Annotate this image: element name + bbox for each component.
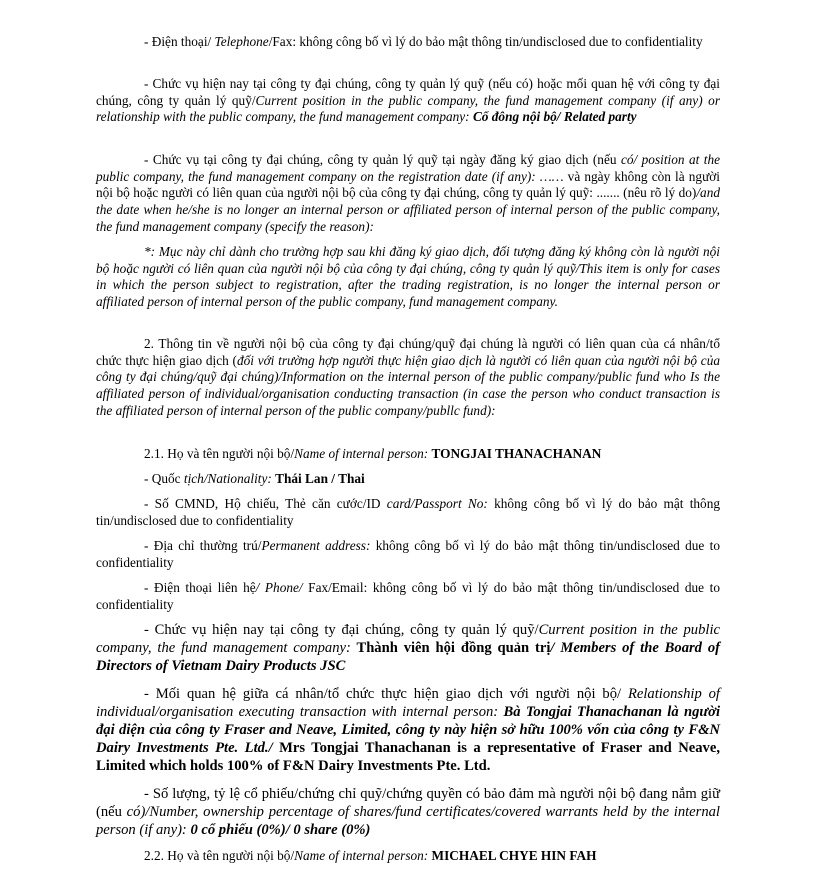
footnote-paragraph: *: Mục này chỉ dành cho trường hợp sau khi đăng ký giao dịch, đối tượng đăng ký không còn là người nội bộ hoặc người có liên quan của người nội bộ của công ty đại chúng, công ty quản lý quỹ/This item is only for cases in which the person subject to registration, after the trading registration, is no longer the internal person or affiliated person of internal person of the public company, fund management company. — [96, 244, 720, 310]
internal-person-name-2-2: 2.2. Họ và tên người nội bộ/Name of internal person: MICHAEL CHYE HIN FAH — [144, 848, 597, 863]
section-2-heading-paragraph: 2. Thông tin về người nội bộ của công ty đại chúng/quỹ đại chúng là người có liên quan của cá nhân/tổ chức thực hiện giao dịch (đối với trường hợp người thực hiện giao dịch là người có liên quan của người nội bộ của công ty đại chúng/quỹ đại chúng)/Information on the internal person of the public company/public fund who Is the affiliated person of individual/organisation conducting transaction (in case the person who conduct transaction is the affiliated person of internal person of the public company/publlc fund): — [96, 336, 721, 418]
id-card-line: - Số CMND, Hộ chiếu, Thẻ căn cước/ID card/Passport No: không công bố vì lý do bảo mật thông tin/undisclosed due to confidentiality — [96, 496, 721, 528]
current-position-internal-person: - Chức vụ hiện nay tại công ty đại chúng, công ty quản lý quỹ/Current position in the public company, the fund management company: Thành viên hội đồng quản trị/ Members of the Board of Directors of Vietnam Dairy Products JSC — [96, 622, 720, 674]
telephone-fax-line: - Điện thoại/ Telephone/Fax: không công bố vì lý do bảo mật thông tin/undisclosed due to confidentiality — [144, 34, 703, 49]
shares-held-paragraph: - Số lượng, tỷ lệ cổ phiếu/chứng chỉ quỹ/chứng quyền có bảo đảm mà người nội bộ đang nắm giữ (nếu có)/Number, ownership percentage of shares/fund certificates/covered warrants held by the internal person (if any): 0 cổ phiếu (0%)/ 0 share (0%) — [96, 786, 720, 838]
internal-person-name-2-1: 2.1. Họ và tên người nội bộ/Name of internal person: TONGJAI THANACHANAN — [144, 446, 602, 461]
position-on-registration-paragraph: - Chức vụ tại công ty đại chúng, công ty quản lý quỹ tại ngày đăng ký giao dịch (nếu có/ position at the public company, the fund management company on the registration date (if any): …… và ngày không còn là người nội bộ hoặc người có liên quan của người nội bộ của công ty đại chúng, công ty quản lý quỹ: ....... (nêu rõ lý do)/and the date when he/she is no longer an internal person or affiliated person of internal person of the public company, the fund management company (specify the reason): — [96, 152, 720, 234]
current-position-paragraph: - Chức vụ hiện nay tại công ty đại chúng, công ty quản lý quỹ (nếu có) hoặc mối quan hệ với công ty đại chúng, công ty quản lý quỹ/Current position in the public company, the fund management company (if any) or relationship with the public company, the fund management company: Cổ đông nội bộ/ Related party — [96, 76, 720, 125]
phone-fax-email-line: - Điện thoại liên hệ/ Phone/ Fax/Email: không công bố vì lý do bảo mật thông tin/undisclosed due to confidentiality — [96, 580, 720, 612]
nationality-line: - Quốc tịch/Nationality: Thái Lan / Thai — [144, 471, 365, 486]
permanent-address-line: - Địa chỉ thường trú/Permanent address: không công bố vì lý do bảo mật thông tin/undisclosed due to confidentiality — [96, 538, 720, 570]
relationship-paragraph: - Mối quan hệ giữa cá nhân/tổ chức thực hiện giao dịch với người nội bộ/ Relationship of individual/organisation executing transaction with internal person: Bà Tongjai Thanachanan là người đại diện của công ty Fraser and Neave, Limited, công ty này hiện sở hữu 100% vốn của công ty F&N Dairy Investments Pte. Ltd./ Mrs Tongjai Thanachanan is a representative of Fraser and Neave, Limited which holds 100% of F&N Dairy Investments Pte. Ltd. — [96, 686, 720, 774]
